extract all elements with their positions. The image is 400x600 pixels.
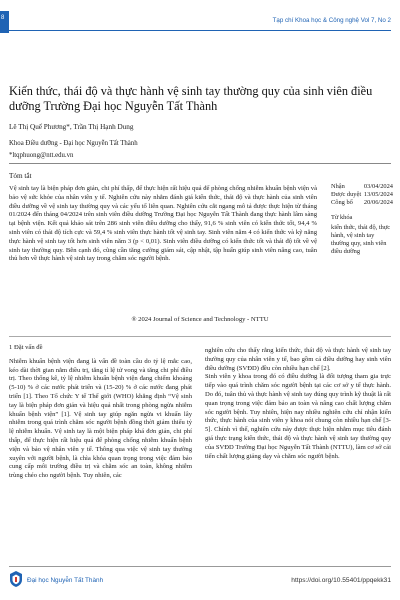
abstract-heading: Tóm tắt <box>9 172 32 180</box>
page-number-tab <box>0 11 9 33</box>
accepted-label: Được duyệt <box>331 191 362 199</box>
keywords: kiến thức, thái độ, thực hành, vệ sinh tay thường quy, sinh viên điều dưỡng <box>331 223 391 256</box>
header-rule <box>9 30 391 31</box>
article-info-sidebar <box>331 183 393 257</box>
page-number: 8 <box>1 15 5 21</box>
footer-rule <box>9 566 391 567</box>
affiliation: Khoa Điều dưỡng - Đại học Nguyễn Tất Thành <box>9 140 138 147</box>
article-title: Kiến thức, thái độ và thực hành vệ sinh tay thường quy của sinh viên điều dưỡng Trường Đại học Nguyễn Tất Thành <box>9 84 373 113</box>
published-row <box>331 199 393 207</box>
abstract-text: Vệ sinh tay là biện pháp đơn giản, chi phí thấp, để thực hiện rất hiệu quả để phòng chống nhiễm khuẩn bệnh viện và bảo vệ sức khỏe của nhân viên y tế. Nghiên cứu này nhằm đánh giá kiến thức, thái độ và thực hành của sinh viên điều dưỡng về vệ sinh tay thường quy và các yếu tố liên quan. Nghiên cứu cắt ngang mô tả được thực hiện từ tháng 01/2024 đến tháng 04/2024 trên sinh viên điều dưỡng Trường Đại học Nguyễn Tất Thành đang thực hành lâm sàng tại bệnh viện. Kết quả khảo sát trên 286 sinh viên điều dưỡng cho thấy, 91,6 % sinh viên có kiến thức tốt, 94,4 % sinh viên có thái độ tích cực và 59,4 % sinh viên thực hành tốt vệ sinh tay. Sinh viên năm 4 có kiến thức và kỹ năng thực hành vệ sinh tay tốt hơn sinh viên năm 3 (p < 0,01). Sinh viên điều dưỡng có kiến thức tốt và thái độ tốt về vệ sinh tay thường quy. Bên cạnh đó, cũng cần tăng cường giám sát, cập nhật, tập huấn giúp sinh viên nâng cao, tuân thủ hơn về thực hành vệ sinh tay trong chăm sóc người bệnh. <box>9 185 317 263</box>
accepted-row <box>331 191 393 199</box>
received-date: 03/04/2024 <box>363 183 393 190</box>
ntt-logo-icon <box>9 571 23 587</box>
divider <box>9 336 391 337</box>
copyright: ® 2024 Journal of Science and Technology - NTTU <box>131 316 269 323</box>
body-right-column <box>205 347 391 461</box>
accepted-date: 13/05/2024 <box>363 191 393 199</box>
corresponding-email[interactable]: *ltqphuong@ntt.edu.vn <box>9 152 74 159</box>
page-header <box>0 0 400 40</box>
authors: Lê Thị Quế Phương*, Trần Thị Hạnh Dung <box>9 123 134 131</box>
divider <box>9 163 391 164</box>
published-label: Công bố <box>331 199 353 207</box>
body-paragraph: Sinh viên y khoa trong đó có điều dưỡng là đối tượng tham gia trực tiếp vào quá trình chăm sóc người bệnh tại các cơ sở y tế thực hành. Do đó, tuân thủ và thực hành vệ sinh tay đúng quy trình kỹ thuật là rất quan trọng trong việc đảm bảo an toàn và nâng cao chất lượng chăm sóc người bệnh. Tuy nhiên, hiện nay nhiều nghiên cứu chỉ nhận kiến thức, thực hành của sinh viên y khoa nói chung còn nhiều hạn chế [3-5]. Chính vì thế, nghiên cứu này được thực hiện nhằm mục tiêu đánh giá thực trạng kiến thức, thái độ và thực hành vệ sinh tay thường quy của SVĐD Trường Đại học Nguyễn Tất Thành (NTTU), làm cơ sở cải tiến chất lượng giảng dạy và chăm sóc người bệnh. <box>205 373 391 460</box>
doi-link[interactable]: https://doi.org/10.55401/ppqekk31 <box>291 577 391 584</box>
received-label: Nhận <box>331 183 345 190</box>
keywords-heading: Từ khóa <box>331 213 353 221</box>
body-left-column <box>9 344 192 481</box>
body-paragraph: nghiên cứu cho thấy rằng kiến thức, thái độ và thực hành vệ sinh tay thường quy của nhân viên y tế, bao gồm cả điều dưỡng hay sinh viên điều dưỡng (SVĐD) đều còn nhiều hạn chế [2]. <box>205 347 391 372</box>
journal-name: Tạp chí Khoa học & Công nghệ Vol 7, No 2 <box>272 17 391 24</box>
section-heading: 1 Đặt vấn đề <box>9 344 43 351</box>
body-paragraph: Nhiễm khuẩn bệnh viện đang là vấn đề toàn cầu do tỷ lệ mắc cao, kéo dài thời gian nằm điều trị, tăng tỉ lệ tử vong và tăng chi phí điều trị. Theo thống kê, tỷ lệ nhiễm khuẩn bệnh viện đang chiếm khoảng (5-10) % ở các nước phát triển và (15-20) % ở các nước đang phát triển [1]. Theo Tổ chức Y tế Thế giới (WHO) khẳng định “Vệ sinh tay là biện pháp đơn giản và hiệu quả nhất trong phòng ngừa nhiễm khuẩn bệnh viện” [1]. Vệ sinh tay giúp ngăn ngừa vi khuẩn lây nhiễm trong quá trình chăm sóc người bệnh đồng thời giảm thiểu tỷ lệ nhiễm khuẩn. Vệ sinh tay là một biện pháp khá đơn giản, chi phí thấp, để thực hiện rất hiệu quả để phòng chống nhiễm khuẩn bệnh viện và bảo vệ nhân viên y tế. Thông qua việc vệ sinh tay thường xuyên với người bệnh, là chìa khóa quan trọng trong việc đảm bảo cung cấp môi trường điều trị và chăm sóc an toàn, không nhiễm trùng chéo cho người bệnh. Tuy nhiên, các <box>9 357 192 480</box>
published-date: 20/06/2024 <box>363 199 393 207</box>
university-name: Đại học Nguyễn Tất Thành <box>27 577 104 584</box>
received-row <box>331 183 393 191</box>
